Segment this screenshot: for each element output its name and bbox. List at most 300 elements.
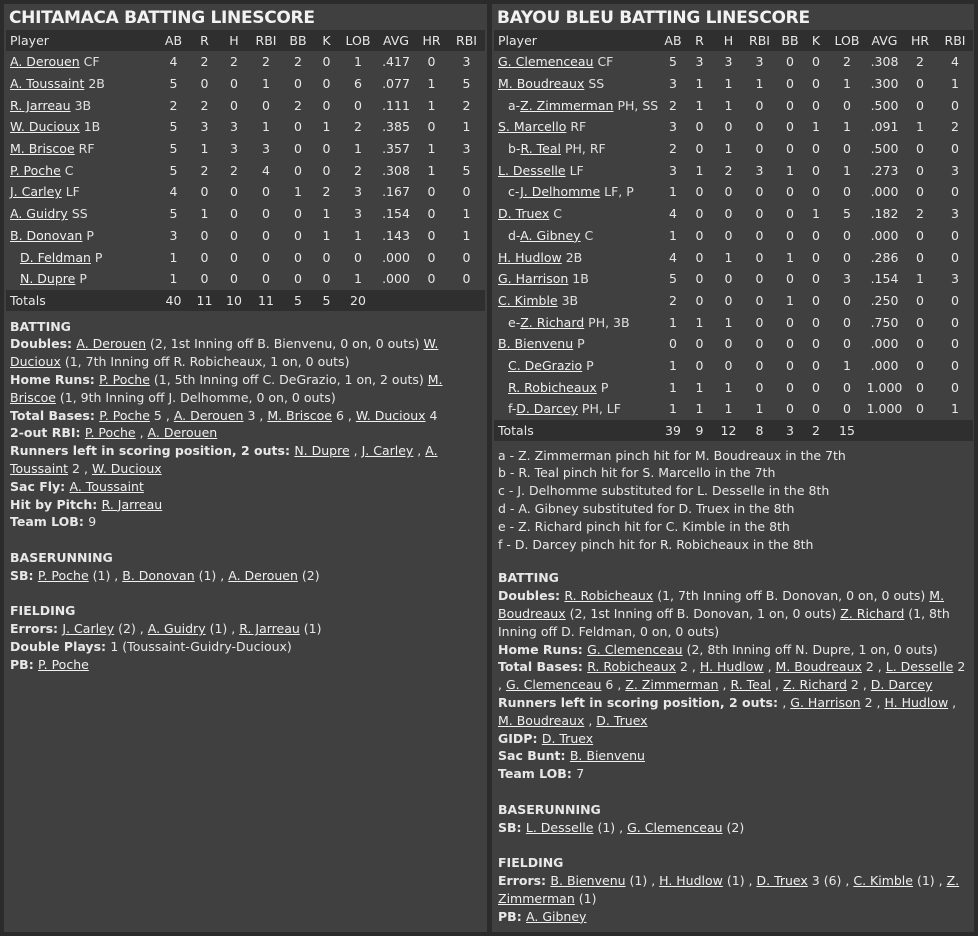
player-cell [494,376,661,398]
player-link[interactable]: S. Marcello [498,119,567,135]
player-link[interactable]: A. Gibney [520,227,581,243]
player-link[interactable]: R. Jarreau [239,621,300,637]
player-link[interactable]: P. Poche [10,162,61,178]
stat-cell: 0 [200,271,209,287]
stat-line [498,908,968,926]
stat-cell: 0 [724,271,733,287]
player-link[interactable]: W. Ducioux [10,336,439,370]
totals-cell: 3 [786,422,794,438]
player-link[interactable]: J. Delhomme [520,184,601,200]
stat-cell: 0 [755,271,764,287]
stat-cell: .417 [382,54,410,70]
player-link[interactable]: R. Robicheaux [508,379,597,395]
player-link[interactable]: Z. Richard [840,606,905,622]
stat-cell: 0 [462,184,471,200]
column-header: HR [910,33,930,48]
player-link[interactable]: M. Briscoe [10,371,443,405]
player-link[interactable]: B. Donovan [10,227,83,243]
player-link[interactable]: J. Carley [361,443,414,459]
player-link[interactable]: Z. Zimmerman [520,97,614,113]
stat-cell: 0 [262,184,270,200]
stat-cell: 0 [951,227,959,243]
player-row [6,138,485,160]
stat-cell: 0 [786,97,794,113]
player-link[interactable]: A. Toussaint [69,478,144,494]
player-cell [6,159,156,181]
panel-title: BAYOU BLEU BATTING LINESCORE [497,8,810,28]
stat-line [498,872,968,908]
stat-cell: 0 [230,206,238,222]
stat-cell: 2 [230,54,238,70]
totals-cell: 8 [755,422,764,438]
stat-cell: 0 [786,184,794,200]
column-header: Player [498,33,537,48]
stat-cell: .077 [382,76,410,92]
column-header: K [811,33,821,48]
stat-cell: 0 [695,141,704,157]
stat-cell: 0 [294,271,302,287]
player-row [494,355,973,377]
stat-text: , [771,677,783,693]
stat-cell: 0 [786,76,794,92]
player-link[interactable]: R. Robicheaux [564,588,654,604]
player-link[interactable]: R. Robicheaux [587,659,677,675]
player-position: C [553,206,563,222]
column-header: LOB [345,33,371,48]
stat-text: (2, 8th Inning off N. Dupre, 1 on, 0 outs) [682,641,938,657]
player-link[interactable]: W. Ducioux [355,407,426,423]
stat-cell: 1 [843,119,851,135]
player-link[interactable]: P. Poche [99,371,150,387]
stat-cell: 0 [951,336,959,352]
stat-cell: 1.000 [866,379,903,395]
stat-cell: .000 [870,227,899,243]
player-position: P [577,336,585,352]
stat-line [498,658,968,694]
player-link[interactable]: A. Derouen [76,336,147,352]
stat-cell: 0 [843,314,851,330]
totals-cell [866,420,903,441]
stat-label: Total Bases: [10,407,100,423]
stat-text: 6 , [601,677,626,693]
stat-cell: 5 [843,206,851,222]
stat-line [10,638,481,656]
player-link[interactable]: N. Dupre [294,443,350,459]
player-link[interactable]: Z. Zimmerman [498,873,960,906]
player-link[interactable]: C. Kimble [498,292,558,308]
stat-cell: 1 [427,76,436,92]
stat-cell: 0 [322,141,331,157]
stat-cell: 0 [755,206,764,222]
stat-label: Sac Bunt: [498,748,570,764]
stat-cell: 0 [916,314,924,330]
totals-cell: 2 [812,422,820,438]
game-notes [4,311,487,674]
player-cell [6,51,156,73]
stat-text: (1) , [912,873,947,889]
player-link[interactable]: A. Derouen [147,425,218,441]
section-heading: BASERUNNING [498,801,601,817]
stat-text: 3 (6) , [807,873,854,889]
stat-label: Errors: [10,621,63,637]
player-position: SS [71,206,88,222]
player-cell [494,333,661,355]
player-row [494,181,973,203]
stat-cell: 1 [695,401,704,417]
game-notes [492,553,974,925]
player-link[interactable]: G. Clemenceau [505,677,602,693]
player-link[interactable]: A. Guidry [10,206,68,222]
stat-text: (1) [299,621,322,637]
stat-label: Home Runs: [498,641,588,657]
stat-cell: 0 [755,184,764,200]
totals-cell: 15 [839,422,855,438]
player-link[interactable]: N. Dupre [20,271,76,287]
stat-cell: 5 [169,76,178,92]
player-link[interactable]: P. Poche [38,656,89,672]
stat-cell: 0 [322,249,331,265]
player-link[interactable]: P. Poche [84,425,136,441]
stat-cell: .250 [870,292,899,308]
column-header: R [695,33,704,48]
player-row [494,225,973,247]
stat-cell: 0 [812,314,820,330]
stat-cell: 0 [786,401,794,417]
stat-label: SB: [10,567,38,583]
column-header: R [200,33,209,48]
player-link[interactable]: D. Truex [541,730,594,746]
stat-label: Runners left in scoring position, 2 outs: [10,443,295,459]
player-link[interactable]: J. Carley [62,621,115,637]
stat-cell: 0 [843,292,851,308]
stat-text: , [948,695,957,711]
column-header: AVG [383,33,409,48]
player-row [6,203,485,225]
column-header: AB [164,33,183,48]
player-position: 2B [88,76,105,92]
player-link[interactable]: A. Derouen [228,567,298,583]
stat-cell: 1 [695,314,704,330]
stat-cell: 1 [354,54,362,70]
column-header: RBI [456,33,477,48]
player-link[interactable]: Z. Richard [520,314,585,330]
stat-line [10,496,481,514]
stat-text: (1, 5th Inning off C. DeGrazio, 1 on, 2 outs) [149,371,428,387]
player-link[interactable]: M. Boudreaux [498,76,585,92]
player-link[interactable]: L. Desselle [525,819,594,835]
stat-cell: 1 [462,119,471,135]
stat-text: , [763,659,776,675]
player-link[interactable]: H. Hudlow [659,873,723,889]
stat-cell: 2 [262,54,270,70]
stat-cell: 1 [669,401,677,417]
stat-cell: 0 [427,206,436,222]
player-position: LF, P [604,184,634,200]
totals-cell: 5 [322,292,331,308]
stat-cell: 3 [230,119,238,135]
player-link[interactable]: D. Feldman [20,249,91,265]
column-header: H [229,33,239,48]
stat-text: , [782,695,791,711]
player-row [6,181,485,203]
stat-cell: 0 [755,336,764,352]
player-link[interactable]: M. Briscoe [267,407,332,423]
player-link[interactable]: B. Bienvenu [550,873,626,889]
player-link[interactable]: G. Clemenceau [498,54,594,70]
stat-cell: 0 [695,336,704,352]
stat-cell: 0 [755,249,764,265]
player-link[interactable]: B. Bienvenu [569,748,645,764]
stat-line [498,587,968,640]
stat-cell: 5 [462,162,471,178]
totals-label: Totals [10,292,46,308]
substitution-note: b - R. Teal pinch hit for S. Marcello in the 7th [498,465,776,481]
section-heading: BATTING [10,318,71,334]
stat-text: (2) [722,819,745,835]
player-position: 3B [561,292,579,308]
player-position: RF [570,119,587,135]
player-position: C [584,227,594,243]
section-heading: FIELDING [498,855,564,871]
sub-marker: e- [508,314,521,330]
player-link[interactable]: P. Poche [37,567,89,583]
player-link[interactable]: R. Jarreau [10,97,71,113]
stat-cell: 2 [916,54,924,70]
player-link[interactable]: M. Boudreaux [775,659,862,675]
player-link[interactable]: A. Toussaint [10,443,438,476]
player-link[interactable]: D. Truex [498,206,550,222]
player-position: CF [597,54,614,70]
player-cell [494,290,661,312]
column-header: HR [422,33,441,48]
player-link[interactable]: M. Boudreaux [498,588,945,622]
player-link[interactable]: J. Carley [10,184,62,200]
stat-line [10,656,481,674]
stat-cell: 4 [669,249,677,265]
player-row [494,376,973,398]
totals-label: Totals [498,422,534,438]
player-link[interactable]: C. DeGrazio [508,357,583,373]
stat-cell: .273 [870,162,899,178]
stat-label: Runners left in scoring position, 2 outs: [498,695,783,711]
stat-cell: 3 [951,162,959,178]
stat-cell: 0 [230,271,238,287]
stat-cell: 2 [354,119,362,135]
stat-cell: 0 [755,379,764,395]
stat-cell: 3 [669,76,677,92]
player-link[interactable]: B. Bienvenu [498,336,574,352]
stat-cell: 1 [169,271,178,287]
stat-label: 2-out RBI: [10,425,85,441]
stat-cell: 1 [427,162,436,178]
stat-cell: 0 [695,292,704,308]
stat-cell: 0 [812,292,820,308]
section-spacer [498,783,968,801]
stat-cell: 0 [812,162,820,178]
player-position: P [586,357,594,373]
player-link[interactable]: A. Derouen [173,407,244,423]
stat-cell: .500 [870,141,899,157]
stat-cell: 0 [951,249,959,265]
player-link[interactable]: P. Poche [99,407,150,423]
player-link[interactable]: H. Hudlow [884,695,949,711]
stat-cell: 0 [843,97,851,113]
stat-cell: .500 [870,97,899,113]
stat-cell: 0 [669,336,677,352]
player-link[interactable]: D. Darcey [516,401,578,417]
stat-line [498,694,968,730]
player-link[interactable]: W. Ducioux [91,460,162,476]
stat-cell: 0 [755,227,764,243]
stat-label: Team LOB: [498,766,577,782]
player-row [6,116,485,138]
player-position: LF [569,162,584,178]
stat-line [498,730,968,748]
player-link[interactable]: M. Briscoe [10,141,75,157]
player-row [494,311,973,333]
player-link[interactable]: C. Kimble [853,873,913,889]
stat-cell: 0 [755,141,764,157]
stat-cell: 0 [262,227,270,243]
stat-cell: 1 [294,184,302,200]
player-link[interactable]: Z. Richard [782,677,847,693]
stat-cell: 0 [200,227,209,243]
stat-cell: 0 [786,54,794,70]
player-link[interactable]: D. Truex [596,712,648,728]
player-cell [494,51,661,73]
stat-cell: 3 [462,141,471,157]
player-cell [494,355,661,377]
panel-title: CHITAMACA BATTING LINESCORE [9,8,315,28]
stat-cell: 0 [812,184,820,200]
stat-cell: 1 [786,292,794,308]
stat-text: 2 , [676,659,700,675]
column-header: LOB [834,33,860,48]
player-link[interactable]: G. Harrison [790,695,861,711]
stat-text: (1, 7th Inning off R. Robicheaux, 1 on, 0 outs) [60,354,350,370]
totals-cell: 40 [165,292,182,308]
player-link[interactable]: M. Boudreaux [498,712,585,728]
player-link[interactable]: R. Jarreau [101,496,163,512]
stat-cell: 1 [695,162,704,178]
player-position: P [600,379,609,395]
sub-marker: f- [508,401,517,417]
stat-cell: 5 [669,54,677,70]
stat-cell: 0 [786,119,794,135]
player-link[interactable]: Z. Zimmerman [625,677,719,693]
stat-cell: 1 [262,119,270,135]
stat-cell: 0 [294,119,302,135]
stat-cell: 2 [169,97,178,113]
stat-cell: 1 [354,271,362,287]
stat-cell: 1 [169,249,178,265]
stat-text: 2 , [860,695,885,711]
player-link[interactable]: A. Gibney [526,908,587,924]
stat-cell: 0 [916,76,924,92]
stat-cell: 0 [843,184,851,200]
batting-table [6,30,485,311]
stat-cell: 3 [354,206,362,222]
stat-cell: 0 [200,76,209,92]
stat-cell: .154 [870,271,899,287]
stat-text: (2) [297,567,320,583]
player-cell [494,398,661,420]
player-link[interactable]: W. Ducioux [10,119,80,135]
stat-cell: 0 [427,184,436,200]
player-link[interactable]: H. Hudlow [498,249,562,265]
stat-line [498,765,968,783]
player-position: LF [65,184,80,200]
stat-cell: 0 [695,119,704,135]
stat-text: (2, 1st Inning off B. Donovan, 1 on, 0 outs) [565,606,841,622]
stat-text: 3 , [243,407,268,423]
player-link[interactable]: R. Teal [520,141,561,157]
totals-cell: 20 [350,292,366,308]
player-link[interactable]: A. Guidry [147,621,206,637]
player-link[interactable]: G. Clemenceau [627,819,723,835]
stat-cell: 2 [669,141,677,157]
stat-text: 5 , [149,407,174,423]
player-row [6,51,485,73]
stat-text: , [135,425,148,441]
player-position: 1B [572,271,589,287]
player-link[interactable]: A. Toussaint [10,76,85,92]
player-link[interactable]: B. Donovan [122,567,195,583]
stat-label: Home Runs: [10,371,100,387]
player-link[interactable]: H. Hudlow [699,659,764,675]
player-link[interactable]: D. Darcey [870,677,933,693]
column-header: H [723,33,734,48]
player-row [6,94,485,116]
stat-cell: 0 [812,357,820,373]
stat-cell: 1 [812,119,820,135]
stat-cell: 4 [262,162,270,178]
player-cell [494,138,661,160]
stat-cell: 3 [724,54,733,70]
player-link[interactable]: L. Desselle [885,659,954,675]
player-link[interactable]: R. Teal [730,677,772,693]
stat-cell: 0 [951,379,959,395]
stat-cell: 0 [724,336,733,352]
stat-cell: 1 [755,401,764,417]
player-link[interactable]: G. Clemenceau [587,641,683,657]
stat-cell: 1 [951,401,959,417]
column-header: RBI [749,33,770,48]
stat-cell: 1 [724,249,733,265]
stat-cell: 0 [951,141,959,157]
stat-cell: .167 [382,184,410,200]
stat-cell: 0 [724,292,733,308]
stat-cell: 0 [916,292,924,308]
stat-text: , [718,677,731,693]
player-row [494,138,973,160]
stat-cell: 0 [951,97,959,113]
stat-cell: .000 [870,184,899,200]
column-header: K [322,33,331,48]
stat-text: (1) , [722,873,757,889]
totals-cell [448,290,485,311]
player-link[interactable]: A. Derouen [10,54,80,70]
stat-cell: .308 [382,162,410,178]
player-link[interactable]: D. Truex [756,873,808,889]
player-link[interactable]: L. Desselle [498,162,566,178]
substitution-note: e - Z. Richard pinch hit for C. Kimble in the 8th [498,518,790,534]
stat-cell: 3 [755,162,764,178]
stat-cell: 5 [169,206,178,222]
totals-cell: 5 [294,292,302,308]
player-link[interactable]: G. Harrison [498,271,569,287]
home-team-panel [4,4,487,932]
